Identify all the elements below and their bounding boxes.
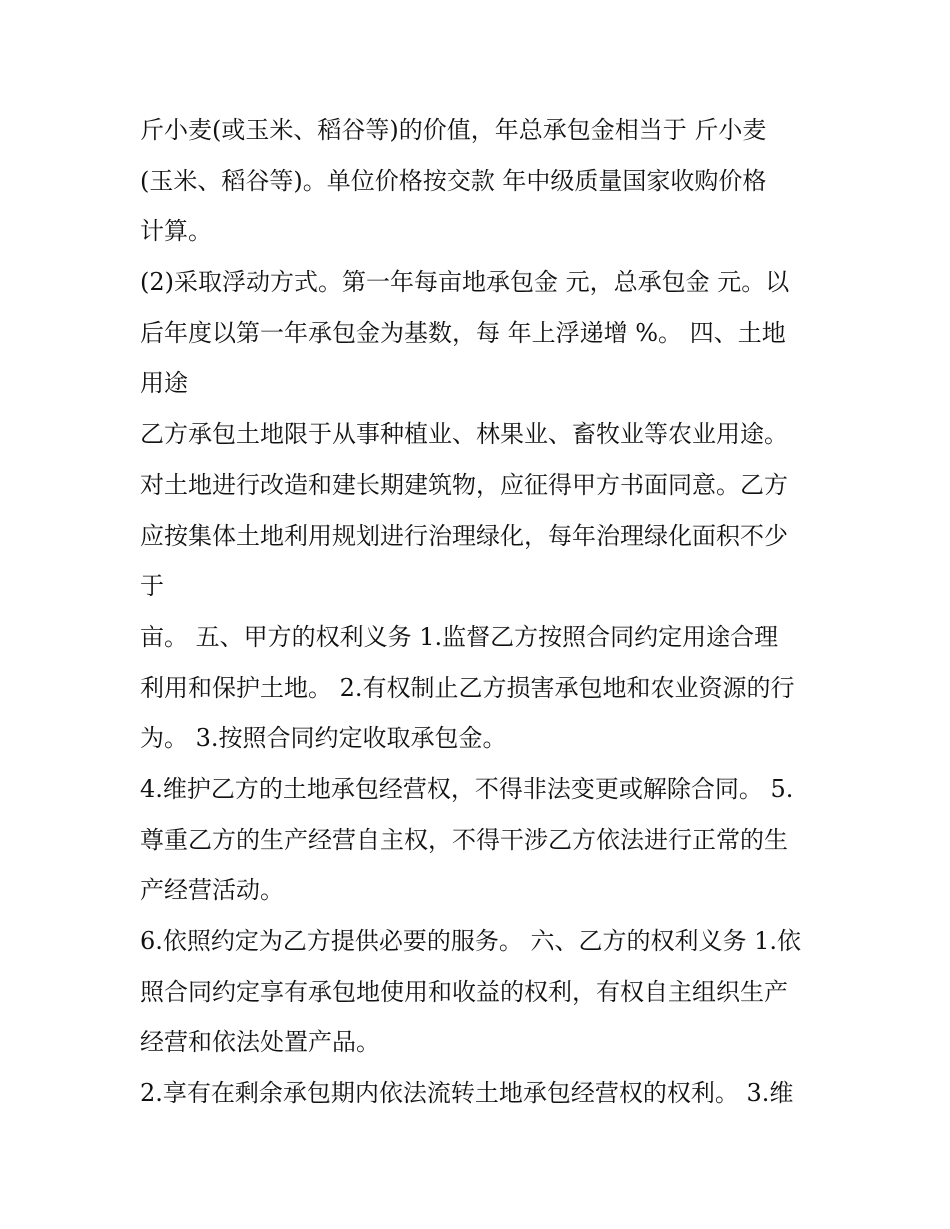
text-line: 产经营活动。: [140, 876, 284, 905]
text-line: 尊重乙方的生产经营自主权，不得干涉乙方依法进行正常的生: [140, 825, 788, 854]
text-line: 乙方承包土地限于从事种植业、林果业、畜牧业等农业用途。: [140, 420, 788, 449]
text-line: 2.享有在剩余承包期内依法流转土地承包经营权的权利。 3.维: [140, 1079, 794, 1108]
text-line: 用途: [140, 369, 188, 398]
text-line: (玉米、稻谷等)。单位价格按交款 年中级质量国家收购价格: [140, 166, 767, 195]
text-line: 计算。: [140, 217, 212, 246]
text-line: 对土地进行改造和建长期建筑物，应征得甲方书面同意。乙方: [140, 470, 788, 499]
document-body: [140, 105, 820, 1119]
text-line: 于: [140, 572, 164, 601]
text-line: 6.依照约定为乙方提供必要的服务。 六、乙方的权利义务 1.依: [140, 927, 802, 955]
text-line: 亩。 五、甲方的权利义务 1.监督乙方按照合同约定用途合理: [140, 622, 779, 651]
text-line: 经营和依法处置产品。: [140, 1028, 380, 1057]
text-line: 应按集体土地利用规划进行治理绿化，每年治理绿化面积不少: [140, 521, 788, 550]
text-line: 4.维护乙方的土地承包经营权，不得非法变更或解除合同。 5.: [140, 774, 794, 803]
text-line: 为。 3.按照合同约定收取承包金。: [140, 724, 507, 753]
text-line: 利用和保护土地。 2.有权制止乙方损害承包地和农业资源的行: [140, 673, 795, 702]
text-line: (2)采取浮动方式。第一年每亩地承包金 元，总承包金 元。以: [140, 268, 790, 297]
text-line: 后年度以第一年承包金为基数，每 年上浮递增 %。 四、土地: [140, 318, 786, 347]
text-line: 照合同约定享有承包地使用和收益的权利，有权自主组织生产: [140, 977, 788, 1006]
text-line: 斤小麦(或玉米、稻谷等)的价值，年总承包金相当于 斤小麦: [140, 116, 767, 144]
